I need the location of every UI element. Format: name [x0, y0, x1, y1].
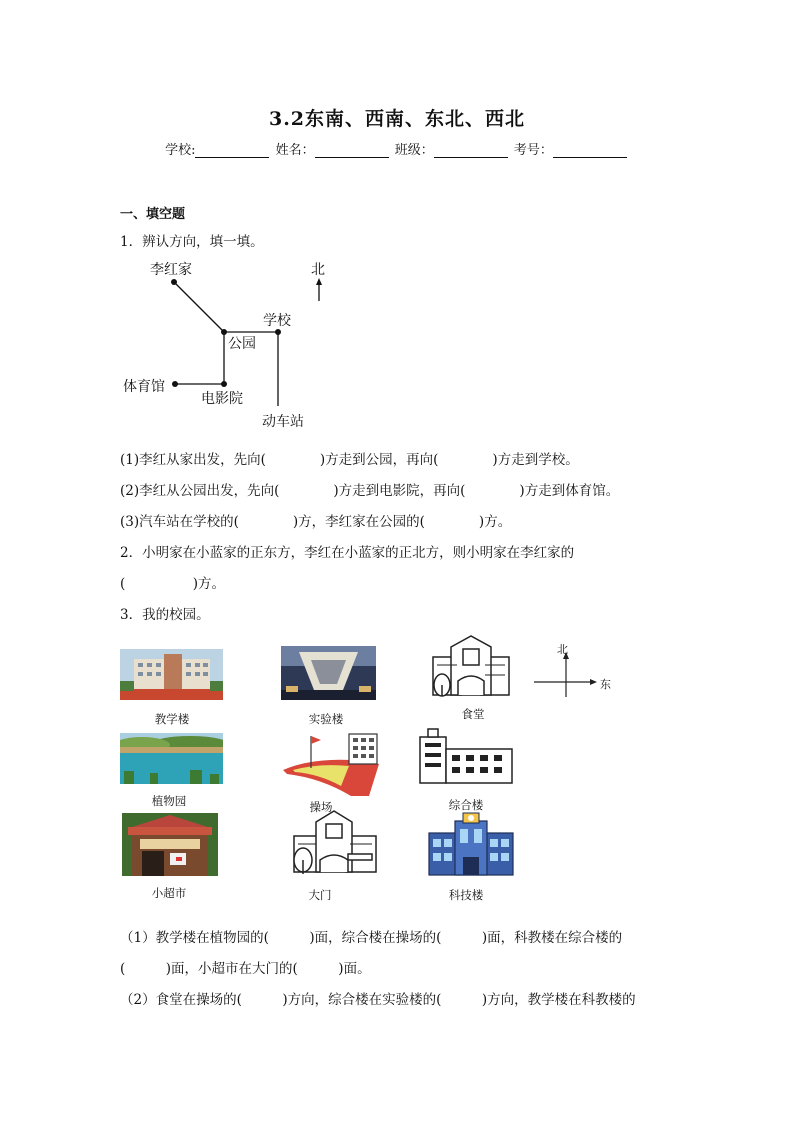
map-label-cinema: 电影院 — [201, 391, 243, 407]
compass-north-label: 北 — [557, 643, 568, 656]
direction-map — [118, 255, 338, 435]
botanical-garden-photo — [120, 733, 223, 784]
north-arrow-icon — [316, 278, 322, 285]
section-heading: 一、填空题 — [120, 207, 186, 222]
gym-point — [172, 381, 178, 387]
page-title: 3.2东南、西南、东北、西北 — [268, 108, 526, 130]
exam-number-label: 考号： — [513, 143, 553, 158]
name-blank[interactable] — [315, 143, 389, 158]
caption-canteen: 食堂 — [461, 707, 485, 721]
gate-drawing — [286, 808, 382, 880]
caption-teaching-building: 教学楼 — [154, 712, 190, 726]
compass-east-label: 东 — [600, 678, 611, 691]
teaching-building-photo — [120, 649, 223, 700]
complex-building-drawing — [416, 727, 516, 787]
q2-line-2: ( )方。 — [120, 576, 226, 592]
compass-east-arrow-icon — [590, 679, 597, 685]
caption-botanical-garden: 植物园 — [151, 794, 187, 808]
shop-photo — [122, 813, 218, 876]
q3-line-3: （2）食堂在操场的( )方向，综合楼在实验楼的( )方向，教学楼在科教楼的 — [120, 992, 636, 1008]
q3-prompt: 3．我的校园。 — [120, 607, 210, 623]
q2-line-1: 2．小明家在小蓝家的正东方，李红在小蓝家的正北方，则小明家在李红家的 — [120, 545, 575, 561]
q1-line-3: (3)汽车站在学校的( )方，李红家在公园的( )方。 — [120, 514, 512, 530]
caption-gate: 大门 — [308, 888, 332, 902]
caption-shop: 小超市 — [151, 886, 187, 900]
playground-drawing — [281, 730, 381, 800]
exam-number-blank[interactable] — [553, 143, 627, 158]
class-blank[interactable] — [434, 143, 508, 158]
q1-line-1: (1)李红从家出发，先向( )方走到公园，再向( )方走到学校。 — [120, 452, 579, 468]
map-label-gym: 体育馆 — [123, 379, 165, 395]
q1-line-2: (2)李红从公园出发，先向( )方走到电影院，再向( )方走到体育馆。 — [120, 483, 620, 499]
lihong-home-point — [171, 279, 177, 285]
map-label-lihong: 李红家 — [150, 262, 192, 278]
caption-playground: 操场 — [309, 800, 333, 814]
clock-icon — [468, 815, 474, 821]
class-label: 班级： — [394, 143, 434, 158]
park-point — [221, 329, 227, 335]
lab-building-photo — [281, 646, 376, 700]
student-info-line — [0, 139, 794, 158]
map-north-label: 北 — [311, 262, 325, 278]
map-label-station: 动车站 — [262, 414, 304, 430]
canteen-drawing — [425, 633, 515, 703]
map-label-school: 学校 — [263, 313, 291, 329]
cinema-point — [221, 381, 227, 387]
name-label: 姓名： — [275, 143, 315, 158]
map-label-park: 公园 — [228, 336, 256, 352]
flag-icon — [311, 736, 321, 744]
q3-line-1: （1）教学楼在植物园的( )面，综合楼在操场的( )面，科教楼在综合楼的 — [120, 930, 623, 946]
school-label: 学校: — [165, 143, 196, 158]
school-point — [275, 329, 281, 335]
q1-prompt: 1．辨认方向，填一填。 — [120, 234, 264, 250]
q3-line-2: ( )面，小超市在大门的( )面。 — [120, 961, 371, 977]
caption-tech-building: 科技楼 — [448, 888, 484, 902]
tech-building-drawing — [425, 811, 517, 877]
compass-diagram — [528, 641, 618, 701]
caption-lab-building: 实验楼 — [308, 712, 344, 726]
school-blank[interactable] — [195, 143, 269, 158]
caption-complex-building: 综合楼 — [448, 798, 484, 812]
